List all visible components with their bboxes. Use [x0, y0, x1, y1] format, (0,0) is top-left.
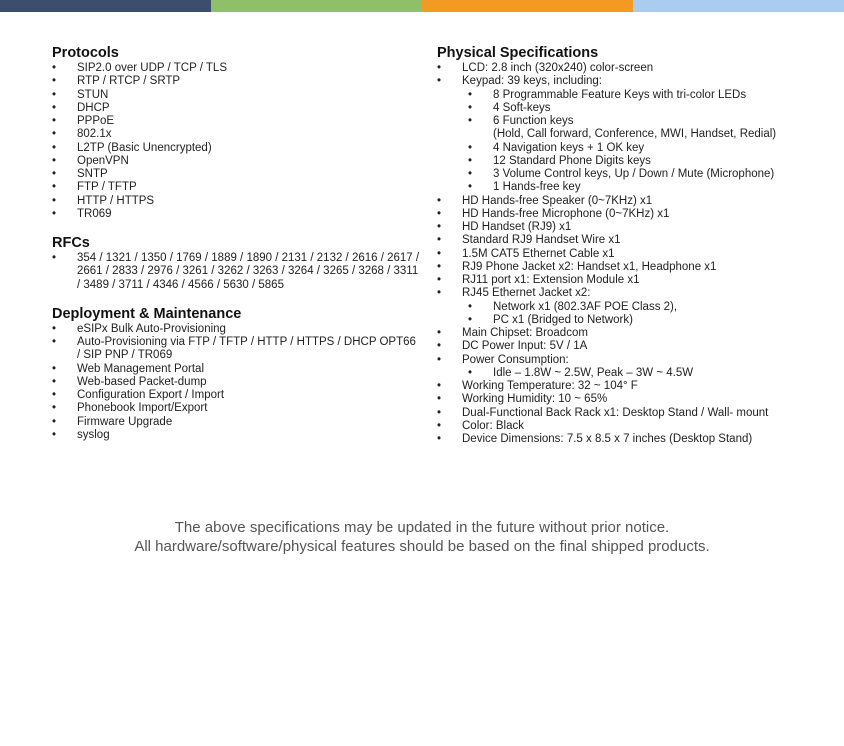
sub-list-item-continuation: (Hold, Call forward, Conference, MWI, Handset, Redial): [493, 128, 777, 141]
sub-list-item: • 4 Navigation keys + 1 OK key: [437, 142, 837, 155]
list-item: • Web Management Portal: [52, 363, 422, 376]
color-band-segment-orange: [422, 0, 633, 12]
rfcs-list: [52, 252, 422, 292]
list-item: • Power Consumption:: [437, 354, 837, 367]
rfcs-heading: RFCs: [52, 235, 90, 251]
list-item: • Configuration Export / Import: [52, 389, 422, 402]
list-item: • HD Hands-free Speaker (0~7KHz) x1: [437, 195, 837, 208]
protocols-list: [52, 62, 422, 221]
list-item: • DC Power Input: 5V / 1A: [437, 340, 837, 353]
list-item: • Working Temperature: 32 ~ 104° F: [437, 380, 837, 393]
list-item: • HTTP / HTTPS: [52, 195, 422, 208]
physical-specs-list: [437, 62, 837, 446]
deployment-section: [52, 305, 422, 442]
deployment-list: [52, 323, 422, 442]
list-item: • TR069: [52, 208, 422, 221]
list-item: • syslog: [52, 429, 422, 442]
color-band-segment-green: [211, 0, 422, 12]
list-item-continuation: 2661 / 2833 / 2976 / 3261 / 3262 / 3263 / 3264 / 3265 / 3268 / 3311: [77, 265, 419, 278]
list-item: • 1.5M CAT5 Ethernet Cable x1: [437, 248, 837, 261]
disclaimer: [0, 518, 844, 556]
list-item: • RJ11 port x1: Extension Module x1: [437, 274, 837, 287]
list-item: • DHCP: [52, 102, 422, 115]
rfcs-section: [52, 234, 422, 292]
list-item: • HD Hands-free Microphone (0~7KHz) x1: [437, 208, 837, 221]
list-item: • LCD: 2.8 inch (320x240) color-screen: [437, 62, 837, 75]
color-band-segment-navy: [0, 0, 211, 12]
list-item: • Auto-Provisioning via FTP / TFTP / HTTP / HTTPS / DHCP OPT66: [52, 336, 422, 349]
list-item: • 354 / 1321 / 1350 / 1769 / 1889 / 1890 / 2131 / 2132 / 2616 / 2617 /: [52, 252, 422, 265]
list-item: • RJ9 Phone Jacket x2: Handset x1, Headphone x1: [437, 261, 837, 274]
list-item: • Dual-Functional Back Rack x1: Desktop Stand / Wall- mount: [437, 407, 837, 420]
list-item: • Phonebook Import/Export: [52, 402, 422, 415]
sub-list-item: • 12 Standard Phone Digits keys: [437, 155, 837, 168]
list-item: • PPPoE: [52, 115, 422, 128]
protocols-heading: Protocols: [52, 45, 119, 61]
sub-list-item: • 3 Volume Control keys, Up / Down / Mute (Microphone): [437, 168, 837, 181]
list-item: • STUN: [52, 89, 422, 102]
list-item: • Main Chipset: Broadcom: [437, 327, 837, 340]
list-item: • Standard RJ9 Handset Wire x1: [437, 234, 837, 247]
list-item: • OpenVPN: [52, 155, 422, 168]
list-item-continuation: / SIP PNP / TR069: [77, 349, 173, 362]
list-item: • Keypad: 39 keys, including:: [437, 75, 837, 88]
sub-list-item: • Idle – 1.8W ~ 2.5W, Peak – 3W ~ 4.5W: [437, 367, 837, 380]
left-column: [52, 44, 422, 455]
list-item: • HD Handset (RJ9) x1: [437, 221, 837, 234]
right-column: [437, 44, 837, 446]
physical-specs-heading: Physical Specifications: [437, 45, 599, 61]
protocols-section: [52, 44, 422, 221]
deployment-heading: Deployment & Maintenance: [52, 305, 242, 322]
list-item: • RTP / RTCP / SRTP: [52, 75, 422, 88]
list-item: • Firmware Upgrade: [52, 416, 422, 429]
sub-list-item: • 6 Function keys: [437, 115, 837, 128]
color-band-segment-blue: [633, 0, 844, 12]
list-item: • Working Humidity: 10 ~ 65%: [437, 393, 837, 406]
list-item: • Device Dimensions: 7.5 x 8.5 x 7 inches (Desktop Stand): [437, 433, 837, 446]
sub-list-item: • 4 Soft-keys: [437, 102, 837, 115]
list-item: • Web-based Packet-dump: [52, 376, 422, 389]
list-item: • 802.1x: [52, 128, 422, 141]
disclaimer-line-2: All hardware/software/physical features should be based on the final shipped products.: [134, 538, 710, 555]
list-item: • eSIPx Bulk Auto-Provisioning: [52, 323, 422, 336]
sub-list-item: • 1 Hands-free key: [437, 181, 837, 194]
list-item: • Color: Black: [437, 420, 837, 433]
sub-list-item: • 8 Programmable Feature Keys with tri-color LEDs: [437, 89, 837, 102]
list-item-continuation: / 3489 / 3711 / 4346 / 4566 / 5630 / 5865: [77, 278, 284, 291]
list-item: • SIP2.0 over UDP / TCP / TLS: [52, 62, 422, 75]
disclaimer-line-1: The above specifications may be updated in the future without prior notice.: [174, 519, 670, 536]
sub-list-item: • PC x1 (Bridged to Network): [437, 314, 837, 327]
color-band: [0, 0, 844, 12]
list-item: • L2TP (Basic Unencrypted): [52, 142, 422, 155]
list-item: • RJ45 Ethernet Jacket x2:: [437, 287, 837, 300]
list-item: • SNTP: [52, 168, 422, 181]
sub-list-item: • Network x1 (802.3AF POE Class 2),: [437, 301, 837, 314]
list-item: • FTP / TFTP: [52, 181, 422, 194]
